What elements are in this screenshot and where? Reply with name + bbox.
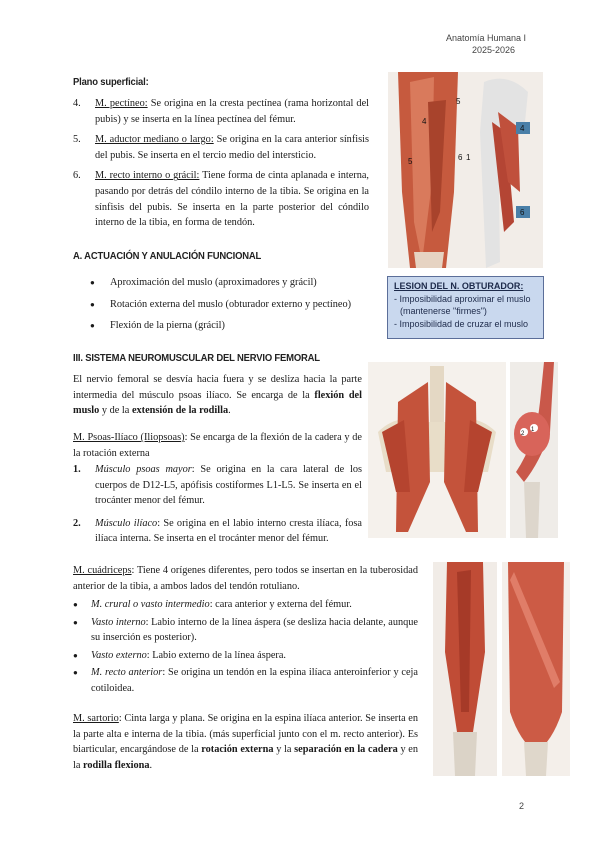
iliopsoas-figure — [368, 362, 506, 538]
quadriceps-illustration — [433, 562, 497, 776]
actuacion-list — [90, 275, 380, 334]
page-header — [446, 32, 576, 56]
muscle-name: M. aductor mediano o largo: — [95, 134, 214, 146]
course-title: Anatomía Humana I — [446, 33, 527, 43]
muscle-name: Músculo psoas mayor — [95, 464, 192, 475]
box-line: - Imposibilidad de cruzar el muslo — [394, 318, 529, 329]
list-item: 5. M. aductor mediano o largo: Se origina en la cara anterior sínfisis del pubis. Se inserta en el tercio medio del intersticio. — [73, 134, 369, 161]
psoas-paragraph: M. Psoas-Ilíaco (Iliopsoas): Se encarga de la flexión de la cadera y de la rotación externa — [73, 432, 362, 459]
list-item: ● M. crural o vasto intermedio: cara anterior y externa del fémur. — [73, 597, 418, 613]
list-item: 2. Músculo ilíaco: Se origina en el labio interno cresta ilíaca, fosa ilíaca interna. Se inserta en el trocánter menor del fémur. — [73, 517, 362, 545]
cuadriceps-list — [73, 597, 418, 697]
figure-label: 4 — [422, 117, 427, 126]
figure-label: 2 — [521, 431, 525, 437]
sartorius-illustration — [502, 562, 570, 776]
box-line: - Imposibilidad aproximar el muslo — [394, 293, 531, 304]
figure-label: 5 — [408, 157, 413, 166]
figure-label: 5 — [456, 97, 461, 106]
bullet-icon: ● — [73, 668, 78, 678]
cuadriceps-paragraph: M. cuádriceps: Tiene 4 orígenes diferentes, pero todos se insertan en la tuberosidad anterior de la tibia, a ambos lados del tendón rotuliano. — [73, 565, 418, 592]
figure-label: 6 — [458, 153, 463, 162]
psoas-list — [73, 462, 362, 547]
box-line: (mantenerse "firmes") — [400, 306, 487, 316]
figure-label: 6 — [520, 208, 525, 217]
bullet-icon: ● — [90, 321, 95, 331]
quadriceps-figure — [433, 562, 497, 776]
pelvis-illustration — [368, 362, 506, 538]
bullet-icon: ● — [90, 299, 95, 309]
bullet-icon: ● — [73, 650, 78, 660]
figure-label: 1 — [466, 153, 471, 162]
bullet-icon: ● — [73, 617, 78, 627]
list-item: 1. Músculo psoas mayor: Se origina en la cara lateral de los cuerpos de D12-L5, apófisis costiformes L1-L5. Se inserta en el trocánter menor del fémur. — [73, 464, 362, 507]
psoas-lateral-illustration — [510, 362, 558, 538]
list-item: ● Rotación externa del muslo (obturador externo y pectíneo) — [90, 297, 380, 313]
plano-list — [73, 96, 369, 231]
sartorio-paragraph: M. sartorio: Cinta larga y plana. Se origina en la espina ilíaca anterior. Se inserta en la parte alta e interna de la tibia. (más superficial junto con el m. recto anterior). Es biarticular, encargándose de la rotación externa y la separación en la cadera y en la rodilla flexiona. — [73, 713, 419, 771]
list-item: ● Aproximación del muslo (aproximadores y grácil) — [90, 275, 380, 291]
list-item: ● Vasto interno: Labio interno de la línea áspera (se desliza hacia delante, aunque su inserción es posterior). — [73, 616, 418, 644]
list-item: 4. M. pectíneo: Se origina en la cresta pectínea (rama horizontal del pubis) y se inserta en la línea pectínea del fémur. — [73, 98, 370, 125]
muscle-name: M. sartorio — [73, 713, 119, 724]
lesion-obturador-box — [387, 276, 544, 339]
muscle-name: Músculo ilíaco — [95, 517, 158, 529]
box-title: LESION DEL N. OBTURADOR: — [394, 281, 524, 291]
list-item: ● Vasto externo: Labio externo de la línea áspera. — [73, 648, 418, 664]
page-number: 2 — [519, 801, 525, 811]
thigh-muscles-figure — [502, 562, 570, 776]
muscle-name: M. recto interno o grácil: — [95, 170, 200, 182]
psoas-lateral-figure — [510, 362, 558, 538]
bullet-icon: ● — [90, 278, 95, 287]
list-item: ● Flexión de la pierna (grácil) — [90, 318, 380, 334]
muscle-name: M. cuádriceps — [73, 565, 132, 576]
figure-label: 4 — [520, 124, 525, 133]
thigh-muscles-illustration — [388, 72, 543, 268]
bullet-icon: ● — [73, 600, 78, 609]
adductor-muscles-figure — [388, 72, 543, 268]
academic-year: 2025-2026 — [472, 45, 516, 55]
section-heading-actuacion: A. ACTUACIÓN Y ANULACIÓN FUNCIONAL — [73, 250, 262, 262]
figure-label: 1 — [531, 427, 535, 433]
section-heading-femoral: III. SISTEMA NEUROMUSCULAR DEL NERVIO FEMORAL — [73, 352, 320, 364]
list-item: ● M. recto anterior: Se origina un tendón en la espina ilíaca anteroinferior y ceja cotiloidea. — [73, 667, 418, 694]
section-heading-plano: Plano superficial: — [73, 76, 149, 88]
muscle-name: M. Psoas-Ilíaco (Iliopsoas) — [73, 432, 185, 443]
muscle-name: M. pectíneo: — [95, 98, 148, 109]
femoral-intro: El nervio femoral se desvía hacia fuera y se desliza hacia la parte intermedia del músculo psoas ilíaco. Se encarga de la flexión del muslo y de la extensión de la rodilla. — [73, 374, 362, 417]
list-item: 6. M. recto interno o grácil: Tiene forma de cinta aplanada e interna, pasando por detrás del cóndilo interno de la tibia. Se origina en la sínfisis del pubis. Se inserta en la parte posterior del cóndilo interno de la tibia, en forma de tendón. — [73, 170, 370, 229]
